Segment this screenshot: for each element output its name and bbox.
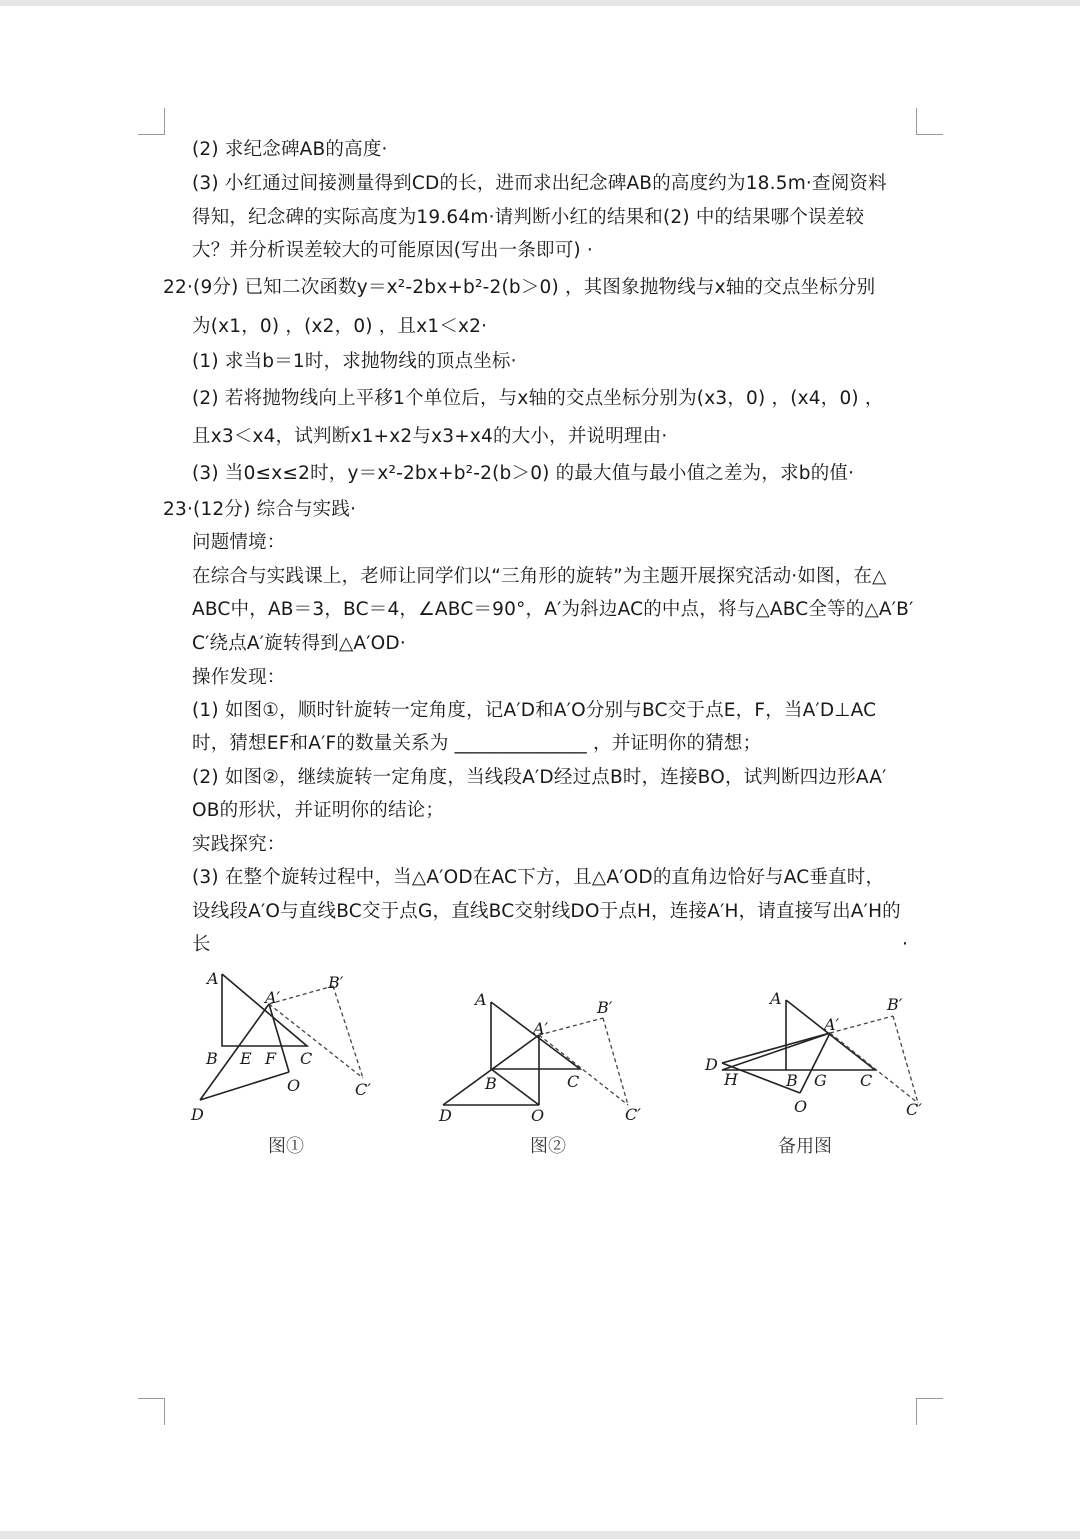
text-line: (2) 如图②，继续旋转一定角度，当线段A′D经过点B时，连接BO，试判断四边形AA′ bbox=[192, 767, 887, 788]
point-label: C bbox=[860, 1071, 873, 1090]
figure-1 bbox=[185, 960, 385, 1125]
point-label: C′ bbox=[906, 1100, 922, 1119]
point-label: A bbox=[475, 990, 487, 1009]
crop-mark-top-left bbox=[138, 108, 165, 135]
bottom-edge bbox=[0, 1531, 1080, 1539]
segment-do bbox=[200, 1072, 289, 1100]
point-label: D bbox=[439, 1106, 452, 1125]
text-line: 为(x1，0) ，(x2，0) ，且x1＜x2· bbox=[192, 316, 488, 337]
crop-mark-top-right bbox=[916, 108, 943, 135]
text-line: 大？并分析误差较大的可能原因(写出一条即可) · bbox=[192, 240, 593, 261]
text-line: OB的形状，并证明你的结论； bbox=[192, 800, 445, 821]
dashed-a1b1 bbox=[830, 1016, 893, 1033]
point-label: B′ bbox=[328, 973, 344, 992]
point-label: D bbox=[191, 1105, 204, 1124]
section-label: 操作发现： bbox=[192, 667, 286, 688]
point-label: D bbox=[705, 1055, 718, 1074]
text-line: 时，猜想EF和A′F的数量关系为 ______________ ，并证明你的猜想； bbox=[192, 733, 762, 754]
dashed-b1c1 bbox=[603, 1018, 628, 1105]
section-label: 问题情境： bbox=[192, 532, 286, 553]
text-line: (1) 如图①，顺时针旋转一定角度，记A′D和A′O分别与BC交于点E，F，当A′D⊥AC bbox=[192, 700, 877, 721]
text-line: 且x3＜x4，试判断x1+x2与x3+x4的大小，并说明理由· bbox=[192, 426, 668, 447]
point-label: A′ bbox=[533, 1019, 549, 1038]
question-22-heading: 22·(9分) 已知二次函数y＝x²-2bx+b²-2(b＞0) ，其图象抛物线与x轴的交点坐标分别 bbox=[163, 277, 876, 298]
text-line: (2) 若将抛物线向上平移1个单位后，与x轴的交点坐标分别为(x3，0) ，(x4，0) ， bbox=[192, 388, 884, 409]
point-label: F bbox=[265, 1049, 277, 1068]
section-label: 实践探究： bbox=[192, 834, 286, 855]
point-label: C bbox=[300, 1049, 313, 1068]
point-label: H bbox=[724, 1070, 738, 1089]
dashed-b1c1 bbox=[333, 986, 363, 1078]
point-label: B bbox=[485, 1074, 497, 1093]
point-label: A bbox=[207, 969, 219, 988]
text-line: 在综合与实践课上，老师让同学们以“三角形的旋转”为主题开展探究活动·如图，在△ bbox=[192, 566, 887, 587]
text-line: 长 bbox=[192, 934, 211, 955]
point-label: A′ bbox=[265, 988, 281, 1007]
point-label: B bbox=[786, 1071, 798, 1090]
figure-2-caption: 图② bbox=[530, 1136, 566, 1157]
top-edge bbox=[0, 0, 1080, 6]
dashed-a1b1 bbox=[539, 1018, 603, 1035]
triangle-abc bbox=[786, 1000, 875, 1070]
point-label: G bbox=[814, 1071, 827, 1090]
dashed-a1c1 bbox=[539, 1035, 628, 1105]
point-label: O bbox=[794, 1097, 808, 1116]
point-label: O bbox=[287, 1076, 301, 1095]
segment-bo bbox=[491, 1069, 539, 1105]
dashed-a1c1 bbox=[269, 1004, 363, 1078]
text-line: (1) 求当b＝1时，求抛物线的顶点坐标· bbox=[192, 351, 517, 372]
point-label: A bbox=[770, 989, 782, 1008]
text-line: C′绕点A′旋转得到△A′OD· bbox=[192, 633, 406, 654]
point-label: B′ bbox=[597, 998, 613, 1017]
text-line: 得知，纪念碑的实际高度为19.64m·请判断小红的结果和(2) 中的结果哪个误差较 bbox=[192, 207, 865, 228]
point-label: O bbox=[531, 1106, 545, 1125]
crop-mark-bottom-left bbox=[138, 1398, 165, 1425]
point-label: B′ bbox=[887, 995, 903, 1014]
point-label: C′ bbox=[355, 1080, 371, 1099]
point-label: C bbox=[567, 1072, 580, 1091]
question-23-heading: 23·(12分) 综合与实践· bbox=[163, 499, 357, 520]
point-label: C′ bbox=[625, 1105, 641, 1124]
text-line: (3) 在整个旋转过程中，当△A′OD在AC下方，且△A′OD的直角边恰好与AC垂直时， bbox=[192, 867, 885, 888]
text-line: 设线段A′O与直线BC交于点G，直线BC交射线DO于点H，连接A′H，请直接写出A′H的 bbox=[192, 901, 901, 922]
figure-2 bbox=[435, 960, 655, 1125]
figure-3 bbox=[700, 960, 940, 1125]
figure-1-caption: 图① bbox=[268, 1136, 304, 1157]
text-line: (2) 求纪念碑AB的高度· bbox=[192, 139, 388, 160]
segment-a1d bbox=[722, 1033, 830, 1063]
text-line: ABC中，AB＝3，BC＝4，∠ABC＝90°，A′为斜边AC的中点，将与△ABC全等的△A′B′ bbox=[192, 599, 914, 620]
text-line: (3) 小红通过间接测量得到CD的长，进而求出纪念碑AB的高度约为18.5m·查阅资料 bbox=[192, 173, 887, 194]
dashed-a1c1 bbox=[830, 1033, 918, 1103]
point-label: E bbox=[240, 1049, 252, 1068]
crop-mark-bottom-right bbox=[916, 1398, 943, 1425]
trailing-period: · bbox=[902, 934, 909, 955]
dashed-b1c1 bbox=[893, 1016, 918, 1103]
text-line: (3) 当0≤x≤2时，y＝x²-2bx+b²-2(b＞0) 的最大值与最小值之差为，求b的值· bbox=[192, 463, 855, 484]
point-label: B bbox=[206, 1049, 218, 1068]
figure-3-caption: 备用图 bbox=[778, 1136, 832, 1157]
point-label: A′ bbox=[824, 1015, 840, 1034]
